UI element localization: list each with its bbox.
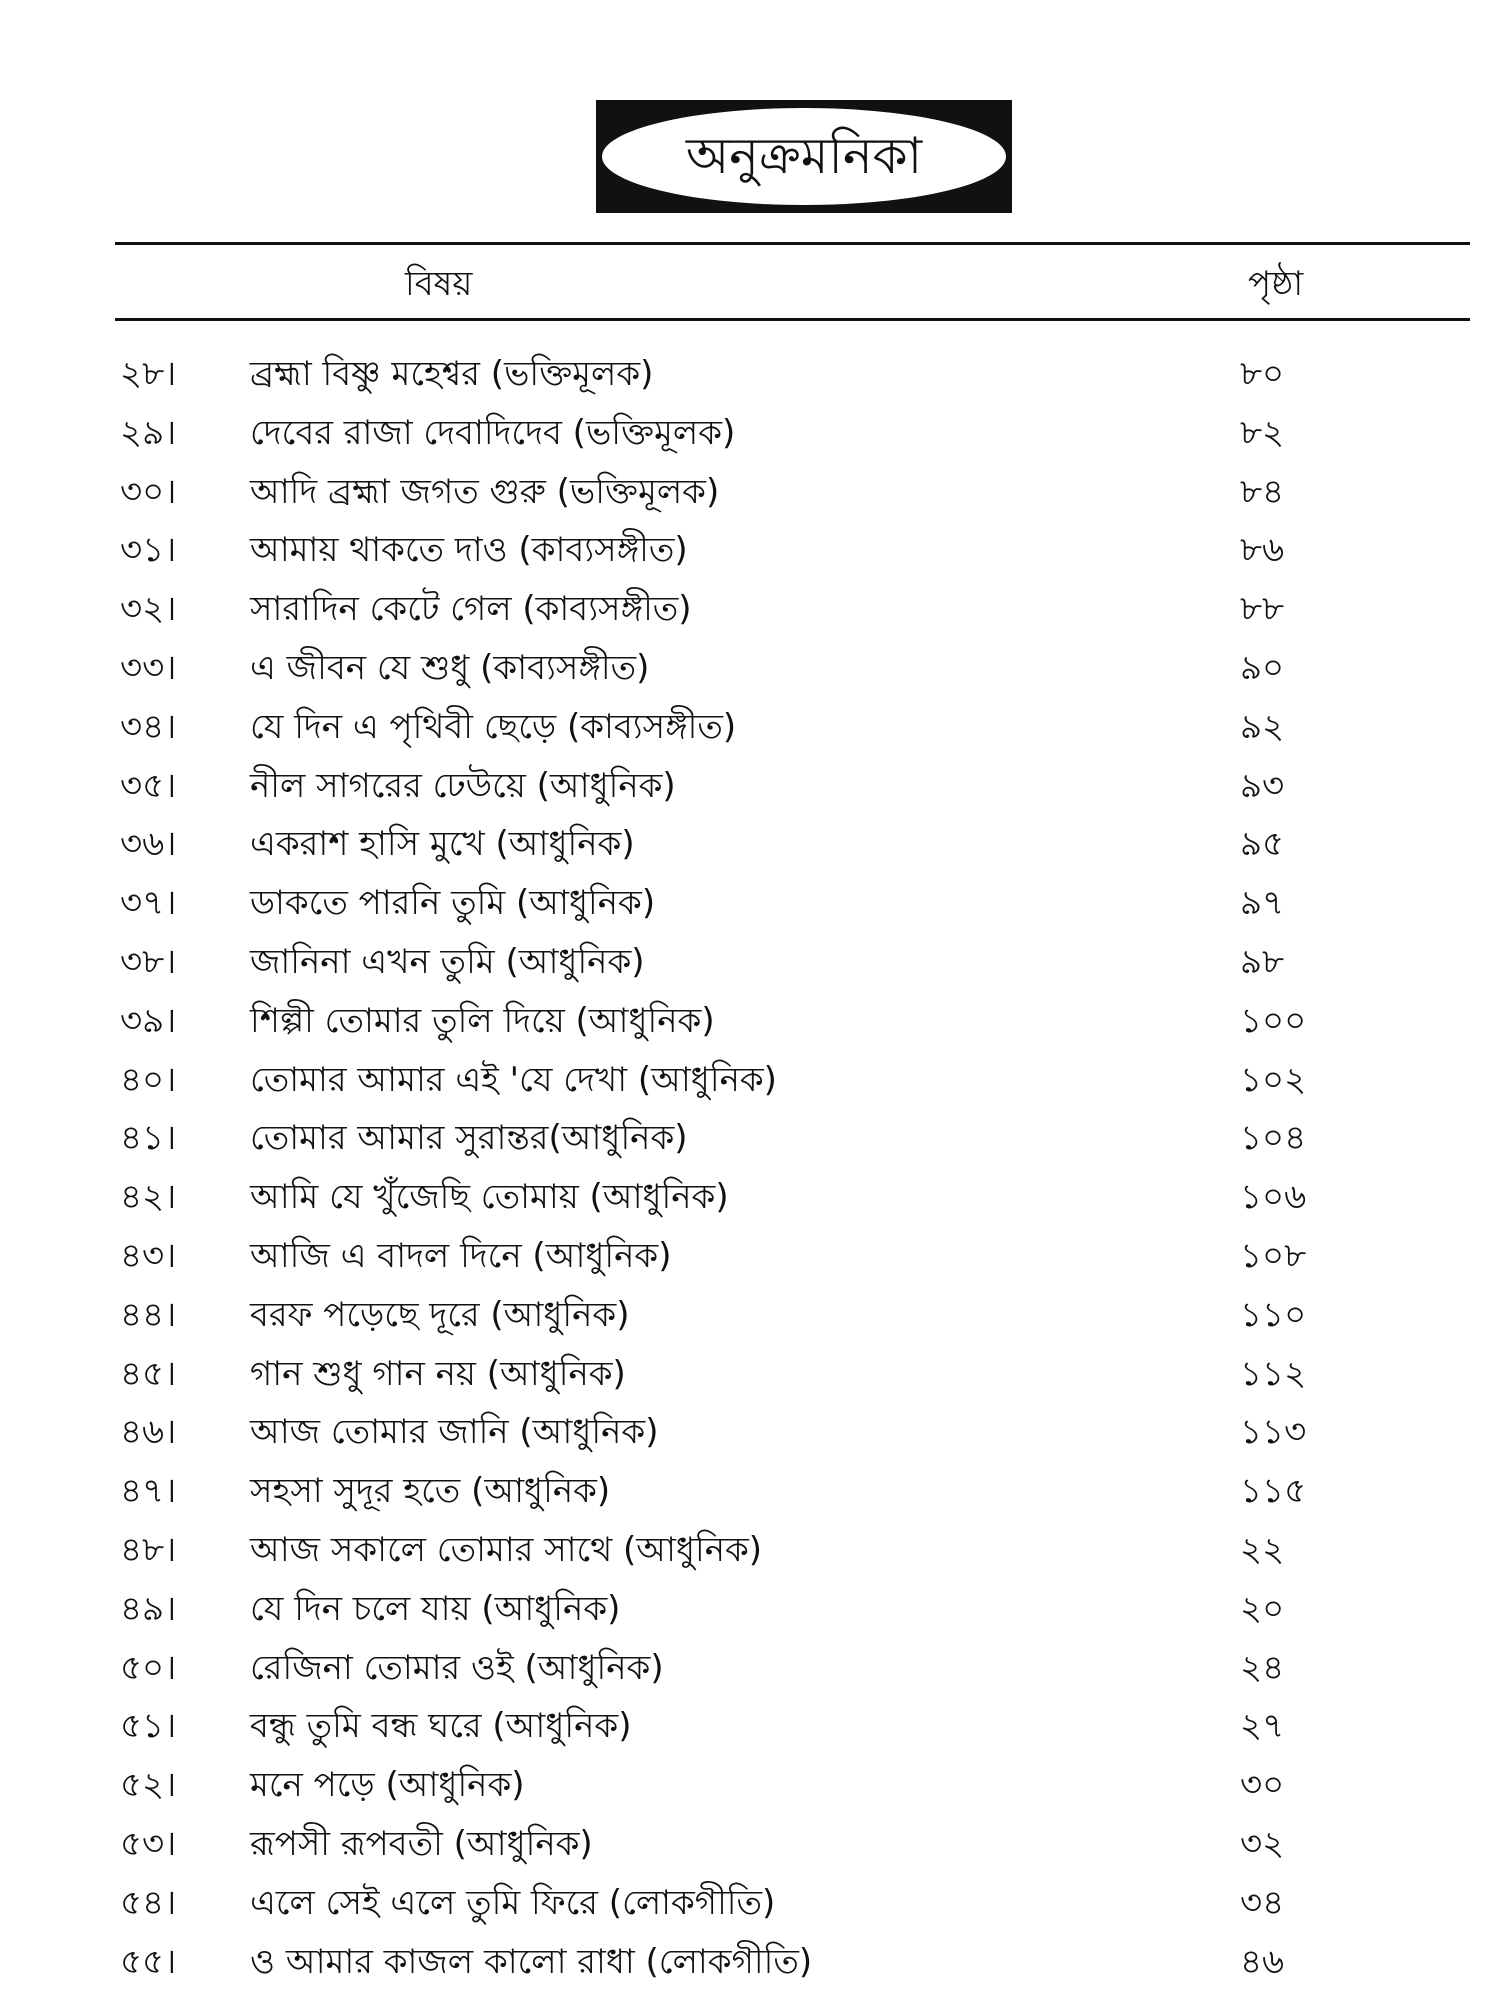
entry-page: ১১২ bbox=[1240, 1353, 1307, 1394]
entry-page: ২২ bbox=[1240, 1529, 1285, 1570]
list-item bbox=[0, 1227, 1500, 1286]
entry-subject: আমি যে খুঁজেছি তোমায় (আধুনিক) bbox=[250, 1177, 729, 1218]
list-item bbox=[0, 1697, 1500, 1756]
entry-subject: রূপসী রূপবতী (আধুনিক) bbox=[250, 1823, 593, 1864]
entry-number: ৩১। bbox=[120, 530, 177, 571]
entry-page: ৯৩ bbox=[1240, 765, 1285, 806]
entry-page: ৯৭ bbox=[1240, 883, 1285, 924]
list-item bbox=[0, 1051, 1500, 1110]
entry-page: ৮৪ bbox=[1240, 471, 1285, 512]
entry-number: ৩০। bbox=[120, 471, 177, 512]
entry-subject: একরাশ হাসি মুখে (আধুনিক) bbox=[250, 824, 635, 865]
list-item bbox=[0, 639, 1500, 698]
entry-page: ২৭ bbox=[1240, 1706, 1285, 1747]
contents-list bbox=[0, 345, 1500, 1991]
list-item bbox=[0, 933, 1500, 992]
entry-subject: বরফ পড়েছে দূরে (আধুনিক) bbox=[250, 1294, 630, 1335]
entry-page: ৩০ bbox=[1240, 1765, 1285, 1806]
entry-subject: আমায় থাকতে দাও (কাব্যসঙ্গীত) bbox=[250, 530, 688, 571]
list-item bbox=[0, 1756, 1500, 1815]
header-top-rule bbox=[115, 242, 1470, 245]
entry-subject: আজ তোমার জানি (আধুনিক) bbox=[250, 1412, 659, 1453]
entry-subject: নীল সাগরের ঢেউয়ে (আধুনিক) bbox=[250, 765, 676, 806]
header-bottom-rule bbox=[115, 318, 1470, 321]
entry-subject: এ জীবন যে শুধু (কাব্যসঙ্গীত) bbox=[250, 647, 650, 688]
entry-subject: সহসা সুদূর হতে (আধুনিক) bbox=[250, 1471, 611, 1512]
list-item bbox=[0, 1168, 1500, 1227]
list-item bbox=[0, 992, 1500, 1051]
entry-page: ৯৫ bbox=[1240, 824, 1285, 865]
entry-subject: আজ সকালে তোমার সাথে (আধুনিক) bbox=[250, 1529, 763, 1570]
entry-page: ১০৮ bbox=[1240, 1235, 1307, 1276]
list-item bbox=[0, 1815, 1500, 1874]
entry-page: ১০২ bbox=[1240, 1059, 1307, 1100]
entry-page: ৮৬ bbox=[1240, 530, 1285, 571]
entry-page: ১১৫ bbox=[1240, 1471, 1307, 1512]
column-header-subject: বিষয় bbox=[405, 264, 473, 304]
list-item bbox=[0, 404, 1500, 463]
entry-page: ১০৪ bbox=[1240, 1118, 1307, 1159]
list-item bbox=[0, 1403, 1500, 1462]
list-item bbox=[0, 1286, 1500, 1345]
entry-page: ১১৩ bbox=[1240, 1412, 1307, 1453]
entry-page: ১১০ bbox=[1240, 1294, 1307, 1335]
list-item bbox=[0, 1345, 1500, 1404]
entry-number: ৩৮। bbox=[120, 941, 177, 982]
column-header-page: পৃষ্ঠা bbox=[1248, 264, 1304, 304]
list-item bbox=[0, 698, 1500, 757]
entry-subject: রেজিনা তোমার ওই (আধুনিক) bbox=[250, 1647, 664, 1688]
list-item bbox=[0, 345, 1500, 404]
entry-page: ৮২ bbox=[1240, 412, 1285, 453]
entry-number: ৫০। bbox=[120, 1647, 177, 1688]
entry-subject: যে দিন চলে যায় (আধুনিক) bbox=[250, 1588, 621, 1629]
entry-number: ৩৪। bbox=[120, 706, 177, 747]
entry-subject: তোমার আমার এই 'যে দেখা (আধুনিক) bbox=[250, 1059, 777, 1100]
list-item bbox=[0, 757, 1500, 816]
entry-page: ৮৮ bbox=[1240, 589, 1285, 630]
entry-number: ৪১। bbox=[120, 1118, 177, 1159]
entry-number: ৫১। bbox=[120, 1706, 177, 1747]
entry-page: ৯৮ bbox=[1240, 941, 1285, 982]
entry-number: ৪৫। bbox=[120, 1353, 177, 1394]
entry-subject: যে দিন এ পৃথিবী ছেড়ে (কাব্যসঙ্গীত) bbox=[250, 706, 737, 747]
list-item bbox=[0, 1109, 1500, 1168]
list-item bbox=[0, 815, 1500, 874]
entry-subject: গান শুধু গান নয় (আধুনিক) bbox=[250, 1353, 626, 1394]
entry-subject: আদি ব্রহ্মা জগত গুরু (ভক্তিমূলক) bbox=[250, 471, 720, 512]
entry-subject: বন্ধু তুমি বন্ধ ঘরে (আধুনিক) bbox=[250, 1706, 632, 1747]
entry-number: ২৮। bbox=[120, 354, 177, 394]
entry-number: ৪২। bbox=[120, 1177, 177, 1218]
entry-page: ৪৬ bbox=[1240, 1941, 1285, 1982]
entry-page: ১০৬ bbox=[1240, 1177, 1307, 1218]
list-item bbox=[0, 1462, 1500, 1521]
entry-number: ৪৭। bbox=[120, 1471, 177, 1512]
entry-page: ১০০ bbox=[1240, 1000, 1307, 1041]
entry-number: ৪৩। bbox=[120, 1235, 177, 1276]
entry-number: ৪৯। bbox=[120, 1588, 177, 1629]
entry-subject: ও আমার কাজল কালো রাধা (লোকগীতি) bbox=[250, 1941, 813, 1982]
entry-number: ৩৯। bbox=[120, 1000, 177, 1041]
entry-number: ৫২। bbox=[120, 1765, 177, 1806]
list-item bbox=[0, 463, 1500, 522]
entry-subject: সারাদিন কেটে গেল (কাব্যসঙ্গীত) bbox=[250, 589, 692, 630]
entry-number: ৩৫। bbox=[120, 765, 177, 806]
entry-number: ৪৬। bbox=[120, 1412, 177, 1453]
entry-page: ৩২ bbox=[1240, 1823, 1285, 1864]
entry-number: ৫৩। bbox=[120, 1823, 177, 1864]
entry-number: ৩২। bbox=[120, 589, 177, 630]
entry-number: ২৯। bbox=[120, 412, 177, 453]
entry-number: ৫৪। bbox=[120, 1882, 177, 1923]
entry-subject: ডাকতে পারনি তুমি (আধুনিক) bbox=[250, 883, 656, 924]
entry-number: ৫৫। bbox=[120, 1941, 177, 1982]
list-item bbox=[0, 1874, 1500, 1933]
list-item bbox=[0, 1521, 1500, 1580]
title-banner bbox=[596, 100, 1012, 213]
entry-subject: তোমার আমার সুরান্তর(আধুনিক) bbox=[250, 1118, 688, 1159]
entry-subject: মনে পড়ে (আধুনিক) bbox=[250, 1765, 525, 1806]
page-title: অনুক্রমনিকা bbox=[685, 127, 923, 185]
list-item bbox=[0, 521, 1500, 580]
entry-page: ৩৪ bbox=[1240, 1882, 1285, 1923]
entry-number: ৩৩। bbox=[120, 647, 177, 688]
entry-page: ২৪ bbox=[1240, 1647, 1285, 1688]
entry-number: ৩৭। bbox=[120, 883, 177, 924]
entry-subject: এলে সেই এলে তুমি ফিরে (লোকগীতি) bbox=[250, 1882, 776, 1923]
entry-subject: জানিনা এখন তুমি (আধুনিক) bbox=[250, 941, 645, 982]
entry-number: ৪০। bbox=[120, 1059, 177, 1100]
list-item bbox=[0, 1639, 1500, 1698]
entry-page: ৮০ bbox=[1240, 354, 1285, 394]
entry-subject: দেবের রাজা দেবাদিদেব (ভক্তিমূলক) bbox=[250, 412, 736, 453]
list-item bbox=[0, 1933, 1500, 1992]
entry-number: ৩৬। bbox=[120, 824, 177, 865]
entry-page: ৯০ bbox=[1240, 647, 1285, 688]
entry-number: ৪৮। bbox=[120, 1529, 177, 1570]
entry-page: ২০ bbox=[1240, 1588, 1285, 1629]
entry-subject: আজি এ বাদল দিনে (আধুনিক) bbox=[250, 1235, 672, 1276]
list-item bbox=[0, 1580, 1500, 1639]
entry-subject: ব্রহ্মা বিষ্ণু মহেশ্বর (ভক্তিমূলক) bbox=[250, 354, 654, 394]
entry-subject: শিল্পী তোমার তুলি দিয়ে (আধুনিক) bbox=[250, 1000, 715, 1041]
entry-number: ৪৪। bbox=[120, 1294, 177, 1335]
list-item bbox=[0, 580, 1500, 639]
list-item bbox=[0, 874, 1500, 933]
entry-page: ৯২ bbox=[1240, 706, 1285, 747]
